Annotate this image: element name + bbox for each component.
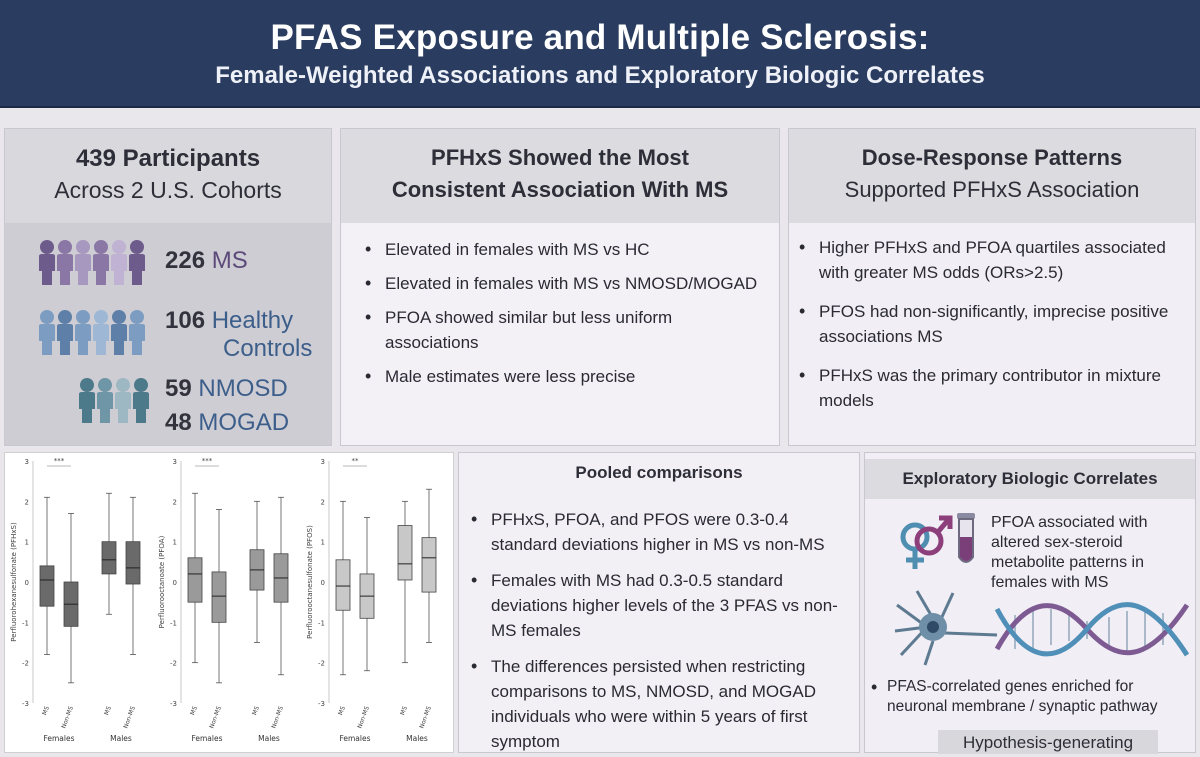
person-icon	[57, 240, 73, 285]
pfhxs-heading	[341, 129, 779, 223]
hc-label-2: Controls	[223, 335, 313, 362]
dose-heading-line1: Dose-Response Patterns	[861, 145, 1123, 170]
group-label: Males	[258, 734, 280, 743]
box	[422, 538, 436, 592]
group-label: Males	[110, 734, 132, 743]
pfhxs-heading-line2: Consistent Association With MS	[391, 177, 729, 202]
participants-panel	[4, 128, 332, 446]
y-axis-label: Perfluorohexanesulfonate (PFHxS)	[10, 522, 18, 642]
nmosd-count-line	[165, 375, 288, 403]
y-axis-label: Perfluorooctanoate (PFOA)	[158, 535, 166, 629]
person-icon	[75, 240, 91, 285]
group-label: Males	[406, 734, 428, 743]
mogad-label: MOGAD	[198, 409, 290, 436]
y-tick-label: 3	[24, 458, 29, 466]
group-label: Females	[43, 734, 75, 743]
box	[40, 566, 54, 606]
significance-stars: **	[351, 457, 359, 465]
x-tick-label: Non-MS	[356, 705, 371, 730]
dose-heading	[789, 129, 1195, 223]
y-tick-label: -1	[318, 619, 325, 628]
ms-people-icon	[37, 235, 147, 291]
person-icon	[79, 378, 95, 423]
y-tick-label: -3	[22, 700, 29, 708]
sex-symbols-icon	[893, 513, 955, 575]
y-tick-label: -2	[22, 659, 29, 668]
x-tick-label: Non-MS	[270, 705, 285, 730]
ms-count: 226	[165, 247, 206, 274]
list-item: • Females with MS had 0.3-0.5 standard deviations higher levels of the 3 PFAS vs non-MS females	[465, 568, 847, 643]
ms-label: MS	[211, 247, 248, 274]
boxplot-panel	[306, 457, 436, 743]
person-icon	[111, 310, 127, 355]
page-subtitle: Female-Weighted Associations and Exploratory Biologic Correlates	[215, 62, 985, 89]
list-item: • PFAS-correlated genes enriched for neuronal membrane / synaptic pathway	[865, 677, 1195, 717]
x-tick-label: MS	[251, 705, 261, 717]
y-tick-label: 1	[172, 538, 177, 547]
list-item: • PFHxS, PFOA, and PFOS were 0.3-0.4 standard deviations higher in MS vs non-MS	[465, 507, 847, 557]
y-tick-label: 1	[320, 538, 325, 547]
ms-count-line	[165, 247, 248, 275]
person-icon	[129, 240, 145, 285]
y-tick-label: 2	[320, 498, 325, 507]
hc-count-line	[165, 307, 293, 335]
person-icon	[39, 240, 55, 285]
x-tick-label: MS	[103, 705, 113, 717]
y-tick-label: -3	[318, 700, 325, 708]
x-tick-label: Non-MS	[208, 705, 223, 730]
boxplot-figure	[4, 452, 454, 753]
dose-response-panel	[788, 128, 1196, 446]
list-item: • Elevated in females with MS vs HC	[359, 237, 759, 262]
group-label: Females	[339, 734, 371, 743]
dose-bullet-list	[793, 235, 1173, 413]
y-tick-label: -2	[170, 659, 177, 668]
exploratory-title: Exploratory Biologic Correlates	[865, 459, 1195, 499]
person-icon	[39, 310, 55, 355]
header-banner	[0, 0, 1200, 108]
x-tick-label: MS	[189, 705, 199, 717]
hc-count: 106	[165, 307, 206, 334]
mogad-count-line	[165, 409, 289, 437]
exploratory-panel	[864, 452, 1196, 753]
y-tick-label: 0	[172, 579, 177, 587]
group-label: Females	[191, 734, 223, 743]
x-tick-label: MS	[399, 705, 409, 717]
pooled-bullet-list	[465, 507, 847, 754]
x-tick-label: Non-MS	[60, 705, 75, 730]
person-icon	[111, 240, 127, 285]
pooled-title: Pooled comparisons	[575, 463, 743, 482]
nmosd-label: NMOSD	[198, 375, 288, 402]
hypothesis-generating-label: Hypothesis-generating	[938, 730, 1158, 754]
person-icon	[97, 378, 113, 423]
boxplot-panel	[158, 457, 288, 743]
y-tick-label: -3	[170, 700, 177, 708]
participants-heading	[5, 129, 331, 223]
y-tick-label: 0	[24, 579, 29, 587]
pfhxs-heading-line1: PFHxS Showed the Most	[431, 145, 689, 170]
box	[188, 558, 202, 602]
y-tick-label: 3	[172, 458, 177, 466]
mogad-count: 48	[165, 409, 192, 436]
healthy-controls-people-icon	[37, 305, 157, 361]
y-tick-label: 3	[320, 458, 325, 466]
x-tick-label: Non-MS	[418, 705, 433, 730]
list-item: • Male estimates were less precise	[359, 364, 759, 389]
neuron-dna-icon	[887, 585, 1193, 669]
person-icon	[129, 310, 145, 355]
list-item: • Elevated in females with MS vs NMOSD/MOGAD	[359, 271, 759, 296]
significance-stars: ***	[201, 457, 213, 465]
box	[398, 526, 412, 580]
page-title: PFAS Exposure and Multiple Sclerosis:	[270, 18, 930, 57]
nmosd-count: 59	[165, 375, 192, 402]
x-tick-label: MS	[337, 705, 347, 717]
x-tick-label: MS	[41, 705, 51, 717]
person-icon	[75, 310, 91, 355]
box	[102, 542, 116, 574]
list-item: • PFOS had non-significantly, imprecise positive associations MS	[793, 299, 1173, 349]
pooled-comparisons-panel	[458, 452, 860, 753]
gene-bullet	[865, 677, 1195, 717]
list-item: • PFOA showed similar but less uniform associations	[359, 305, 759, 355]
box	[336, 560, 350, 610]
person-icon	[115, 378, 131, 423]
y-tick-label: 2	[172, 498, 177, 507]
y-tick-label: 2	[24, 498, 29, 507]
hc-label-1: Healthy	[211, 307, 294, 334]
exploratory-description: PFOA associated with altered sex-steroid metabolite patterns in females with MS	[991, 514, 1148, 591]
x-tick-label: Non-MS	[122, 705, 137, 730]
list-item: • The differences persisted when restricting comparisons to MS, NMOSD, and MOGAD individuals who were within 5 years of first symptom	[465, 654, 847, 754]
boxplot-svg	[5, 453, 453, 752]
person-icon	[57, 310, 73, 355]
person-icon	[93, 310, 109, 355]
test-tube-icon	[953, 511, 979, 569]
y-tick-label: 1	[24, 538, 29, 547]
person-icon	[93, 240, 109, 285]
person-icon	[133, 378, 149, 423]
y-tick-label: -1	[170, 619, 177, 628]
y-tick-label: -2	[318, 659, 325, 668]
pfhxs-bullet-list	[359, 237, 759, 389]
boxplot-panel	[10, 457, 140, 743]
dose-heading-line2: Supported PFHxS Association	[844, 177, 1140, 202]
nmosd-mogad-people-icon	[77, 371, 157, 427]
y-tick-label: 0	[320, 579, 325, 587]
box	[212, 572, 226, 622]
list-item: • PFHxS was the primary contributor in mixture models	[793, 363, 1173, 413]
list-item: • Higher PFHxS and PFOA quartiles associated with greater MS odds (ORs>2.5)	[793, 235, 1173, 285]
box	[126, 542, 140, 584]
significance-stars: ***	[53, 457, 65, 465]
participants-total: 439 Participants	[75, 145, 261, 172]
pfhxs-panel	[340, 128, 780, 446]
y-axis-label: Perfluorooctanesulfonate (PFOS)	[306, 525, 314, 639]
participants-cohorts: Across 2 U.S. Cohorts	[54, 177, 282, 203]
y-tick-label: -1	[22, 619, 29, 628]
